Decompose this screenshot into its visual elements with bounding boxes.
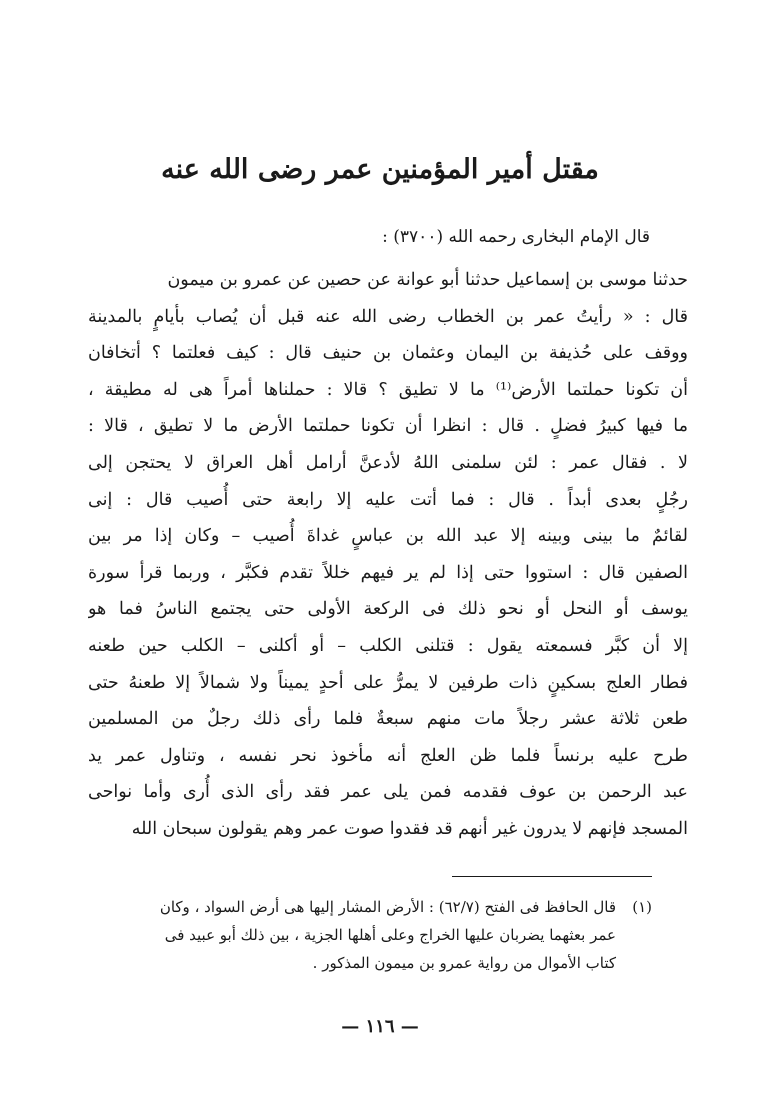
body-line: يوسف أو النحل أو نحو ذلك فى الركعة الأولى حتى يجتمع الناسُ فما هو [88,599,688,620]
footnote-line [77,893,652,921]
body-line: طعن ثلاثة عشر رجلاً مات منهم سبعةٌ فلما رأى ذلك رجلٌ من المسلمين [88,709,688,730]
body-line: طرح عليه برنساً فلما ظن العلج أنه مأخوذ نحر نفسه ، وتناول عمر يد [88,745,688,766]
body-line: فطار العلج بسكينٍ ذات طرفين لا يمرُّ على أحدٍ يميناً ولا شمالاً إلا طعنهُ حتى [88,672,688,693]
page-number: — ١١٦ — [341,1016,419,1037]
body-line: ووقف على حُذيفة بن اليمان وعثمان بن حنيف قال : كيف فعلتما ؟ أتخافان [88,343,688,364]
body-line: قال : « رأيتُ عمر بن الخطاب رضى الله عنه قبل أن يُصاب بأيامٍ بالمدينة [88,306,688,327]
body-line: رجُلٍ بعدى أبداً . قال : فما أتت عليه إلا رابعة حتى أُصيب قال : إنى [88,489,688,510]
body-text [88,262,688,848]
body-line: لا . فقال عمر : لئن سلمنى اللهُ لأدعنَّ أرامل أهل العراق لا يحتجن إلى [88,452,688,473]
intro-line: قال الإمام البخارى رحمه الله (٣٧٠٠) : [382,227,650,247]
body-line: أن تكونا حملتما الأرض⁽¹⁾ ما لا تطيق ؟ قالا : حملناها أمراً هى له مطيقة ، [88,379,688,400]
body-line: حدثنا موسى بن إسماعيل حدثنا أبو عوانة عن حصين عن عمرو بن ميمون [167,270,688,290]
footnote-text: كتاب الأموال من رواية عمرو بن ميمون المذكور . [312,954,616,972]
footnote-line [77,921,652,949]
chapter-title: مقتل أمير المؤمنين عمر رضى الله عنه [161,154,599,185]
footnote-marker: (١) [632,898,652,916]
footnote-text: قال الحافظ فى الفتح (٦٢/٧) : الأرض المشار إليها هى أرض السواد ، وكان [159,898,616,916]
body-line: إلا أن كبَّر فسمعته يقول : قتلنى الكلب – أو أكلنى – الكلب حين طعنه [88,635,688,656]
footnote-text: عمر بعثهما يضربان عليها الخراج وعلى أهلها الجزية ، بين ذلك أبو عبيد فى [164,926,616,944]
body-line: ما فيها كبيرُ فضلٍ . قال : انظرا أن تكونا حملتما الأرض ما لا تطيق ، قالا : [88,416,688,437]
body-line: لقائمٌ ما بينى وبينه إلا عبد الله بن عباسٍ غداةَ أُصيب – وكان إذا مر بين [88,526,688,547]
body-line: المسجد فإنهم لا يدرون غير أنهم قد فقدوا صوت عمر وهم يقولون سبحان الله [131,818,688,839]
footnote-line [77,949,652,977]
footnote-divider [452,876,652,877]
body-line: عبد الرحمن بن عوف فقدمه فمن يلى عمر فقد رأى الذى أُرى وأما نواحى [88,782,688,803]
footnotes [77,893,652,977]
body-line: الصفين قال : استووا حتى إذا لم ير فيهم خللاً تقدم فكبَّر ، وربما قرأ سورة [88,562,688,583]
